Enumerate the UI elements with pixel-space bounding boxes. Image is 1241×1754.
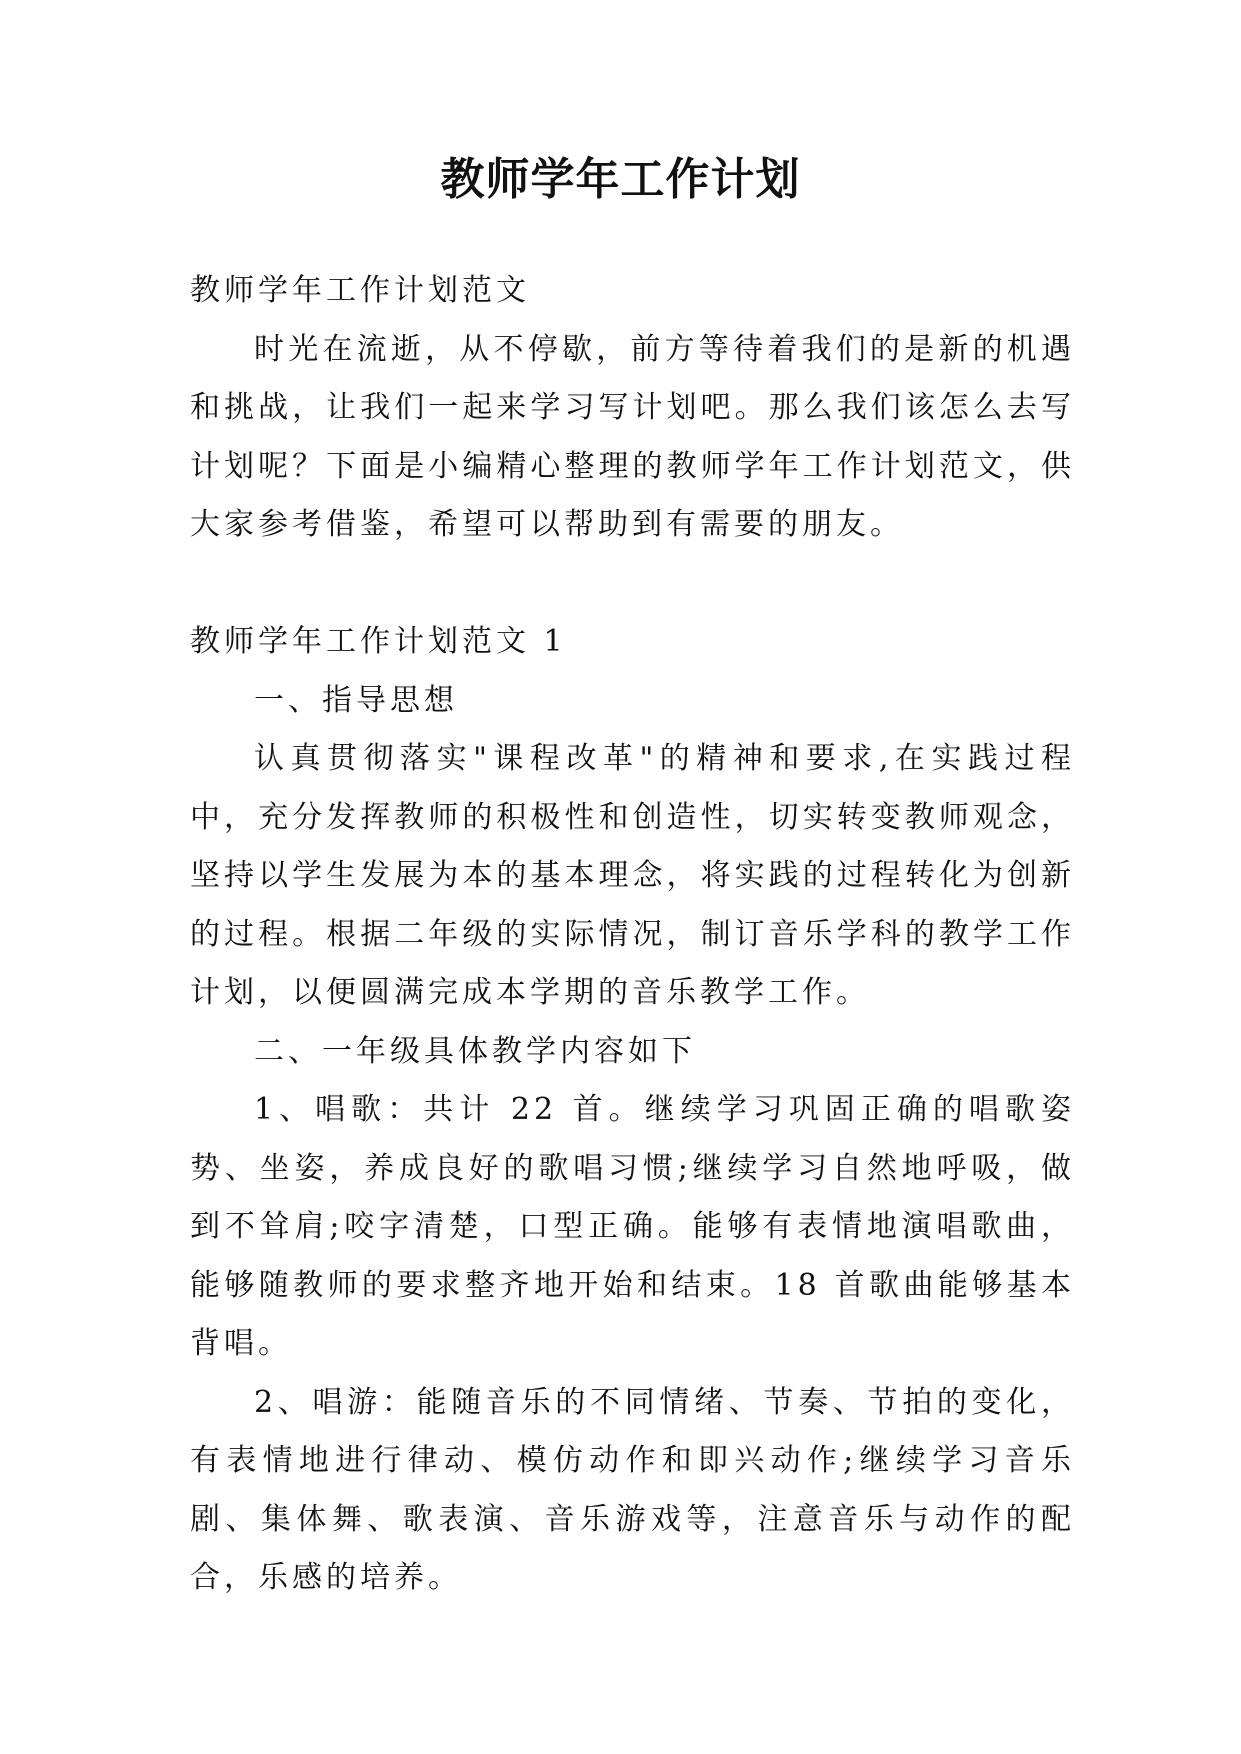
document-body [190, 262, 1075, 1608]
singing-games-paragraph: 2、唱游：能随音乐的不同情绪、节奏、节拍的变化，有表情地进行律动、模仿动作和即兴动作;继续学习音乐剧、集体舞、歌表演、音乐游戏等，注意音乐与动作的配合，乐感的培养。 [190, 1384, 1075, 1595]
intro-paragraph: 时光在流逝，从不停歇，前方等待着我们的是新的机遇和挑战，让我们一起来学习写计划吧。那么我们该怎么去写计划呢？下面是小编精心整理的教师学年工作计划范文，供大家参考借鉴，希望可以帮助到有需要的朋友。 [190, 331, 1075, 542]
section-heading-sample-1: 教师学年工作计划范文 1 [190, 624, 567, 659]
subheading-teaching-content: 二、一年级具体教学内容如下 [254, 1033, 696, 1069]
subheading-guiding-thought: 一、指导思想 [254, 682, 458, 718]
guiding-thought-paragraph: 认真贯彻落实"课程改革"的精神和要求,在实践过程中，充分发挥教师的积极性和创造性，切实转变教师观念，坚持以学生发展为本的基本理念，将实践的过程转化为创新的过程。根据二年级的实际情况，制订音乐学科的教学工作计划，以便圆满完成本学期的音乐教学工作。 [190, 741, 1075, 1010]
paragraph-spacer [190, 555, 1075, 614]
singing-paragraph: 1、唱歌：共计 22 首。继续学习巩固正确的唱歌姿势、坐姿，养成良好的歌唱习惯;继续学习自然地呼吸，做到不耸肩;咬字清楚，口型正确。能够有表情地演唱歌曲，能够随教师的要求整齐地开始和结束。18 首歌曲能够基本背唱。 [190, 1092, 1075, 1361]
document-title: 教师学年工作计划 [440, 154, 801, 205]
section-heading-intro: 教师学年工作计划范文 [190, 273, 530, 308]
